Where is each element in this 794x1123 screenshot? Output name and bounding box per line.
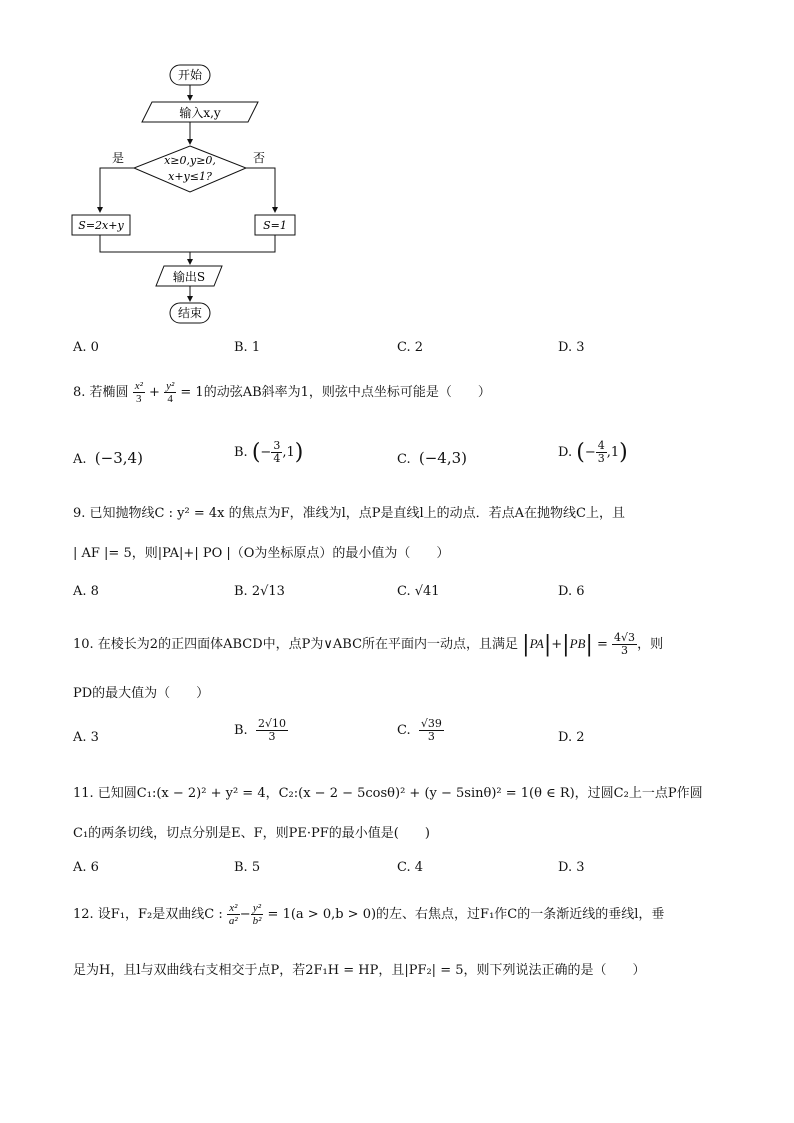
flow-cond-line1: x≥0,y≥0, (164, 154, 216, 167)
q10-line1: 10. 在棱长为2的正四面体ABCD中，点P为∨ABC所在平面内一动点，且满足 |PA|+|PB| = $\frac{4√3}{3}$ ，则 (73, 631, 664, 658)
flow-no-label: 否 (253, 151, 266, 165)
q8-frac-y: $\frac{\text{y²}}{4}$ (166, 380, 175, 406)
flow-output-text: 输出S (172, 270, 206, 284)
q11-option-a[interactable]: A. 6 (73, 860, 99, 875)
flow-start-text: 开始 (177, 68, 203, 82)
q7-option-b[interactable]: B. 1 (234, 340, 261, 355)
q8-frac-x: $\frac{\text{x²}}{3}$ (134, 380, 143, 406)
flow-s-yes-text: S=2x+y (78, 219, 124, 232)
q10-line2: PD的最大值为（ ） (73, 686, 210, 701)
q8-post: 的动弦AB斜率为1，则弦中点坐标可能是（ ） (203, 385, 491, 401)
flow-decision-node (134, 146, 246, 192)
q10-option-b[interactable]: B. $\frac{2√10}{3}$ (234, 717, 286, 744)
q9-option-a[interactable]: A. 8 (73, 584, 99, 599)
q8-option-d[interactable]: D. (− $\frac{4}{3}$ ,1) (558, 439, 628, 466)
q11-option-b[interactable]: B. 5 (234, 860, 261, 875)
q9-option-d[interactable]: D. 6 (558, 584, 585, 599)
q10-option-d[interactable]: D. 2 (558, 730, 585, 745)
q7-option-d[interactable]: D. 3 (558, 340, 585, 355)
q12-line1: 12. 设F₁，F₂是双曲线C : $\frac{\text{x²}}{\text{a²}}$ − $\frac{\text{y²}}{\text{b²}}$ = 1(a > 0,b > 0)的左、右焦点，过F₁作C的一条渐近线的垂线l，垂 (73, 902, 665, 928)
q8-stem: 8. 若椭圆 $\frac{\text{x²}}{3}$ + $\frac{\text{y²}}{4}$ = 1的动弦AB斜率为1，则弦中点坐标可能是（ ） (73, 380, 491, 406)
q7-option-c[interactable]: C. 2 (397, 340, 424, 355)
flow-yes-label: 是 (112, 151, 125, 165)
flow-end-text: 结束 (177, 306, 203, 320)
q8-option-b[interactable]: B. (− $\frac{3}{4}$ ,1) (234, 439, 304, 466)
q11-line2: C₁的两条切线，切点分别是E、F，则PE·PF的最小值是( ) (73, 826, 430, 841)
q8-pre: 若椭圆 (89, 385, 129, 401)
q10-option-c[interactable]: C. $\frac{√39}{3}$ (397, 717, 442, 744)
q9-option-b[interactable]: B. 2√13 (234, 584, 285, 599)
q11-option-d[interactable]: D. 3 (558, 860, 585, 875)
q9-line1: 9. 已知抛物线C : y² = 4x 的焦点为F，准线为l，点P是直线l上的动点．若点A在抛物线C上，且 (73, 506, 625, 521)
q8-number: 8. (73, 385, 86, 401)
q10-option-a[interactable]: A. 3 (73, 730, 99, 745)
flow-cond-line2: x+y≤1? (168, 170, 212, 183)
q11-option-c[interactable]: C. 4 (397, 860, 424, 875)
q11-line1: 11. 已知圆C₁:(x − 2)² + y² = 4，C₂:(x − 2 − 5cosθ)² + (y − 5sinθ)² = 1(θ ∈ R)，过圆C₂上一点P作圆 (73, 786, 703, 801)
q7-option-a[interactable]: A. 0 (73, 340, 99, 355)
q12-line2: 足为H，且l与双曲线右支相交于点P，若2F₁H = HP，且|PF₂| = 5，则下列说法正确的是（ ） (73, 963, 646, 978)
q9-option-c[interactable]: C. √41 (397, 584, 440, 599)
flow-input-text: 输入x,y (179, 106, 221, 120)
flow-s-no-text: S=1 (263, 219, 287, 232)
q8-option-a[interactable]: A. (−3,4) (73, 449, 143, 467)
q9-line2: | AF |= 5，则|PA|+| PO |（O为坐标原点）的最小值为（ ） (73, 546, 450, 561)
flowchart (60, 60, 320, 330)
q8-option-c[interactable]: C. (−4,3) (397, 449, 468, 467)
